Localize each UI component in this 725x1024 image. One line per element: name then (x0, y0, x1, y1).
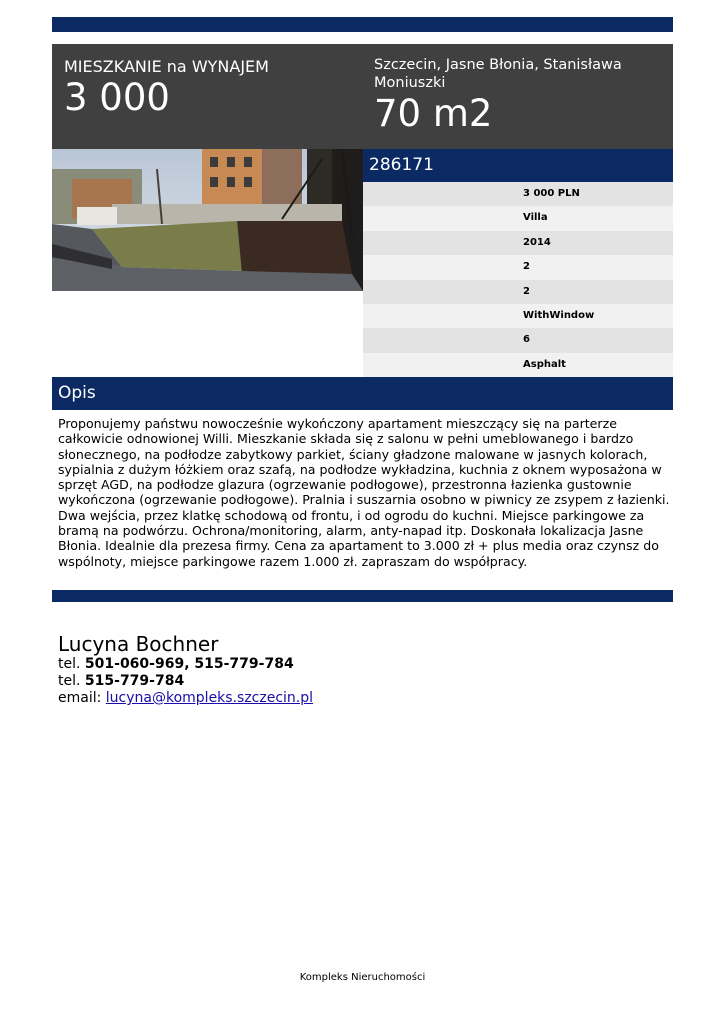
email-line (58, 690, 658, 707)
header-left (64, 57, 354, 119)
spec-row-road: Asphalt (363, 353, 673, 377)
description-heading: Opis (52, 377, 673, 410)
spec-row-kitchen: WithWindow (363, 304, 673, 328)
listing-location: Szczecin, Jasne Błonia, Stanisława Moniuszki (374, 57, 622, 91)
listing-price: 3 000 (64, 76, 170, 119)
top-accent-bar (52, 17, 673, 32)
spec-row-building-type: Villa (363, 206, 673, 230)
footer-company: Kompleks Nieruchomości (299, 972, 426, 983)
spec-row-price: 3 000 PLN (363, 182, 673, 206)
phone-numbers-1: 501-060-969, 515-779-784 (84, 656, 294, 672)
agent-name: Lucyna Bochner (58, 632, 219, 656)
listing-id: 286171 (363, 149, 673, 182)
description-text: Proponujemy państwu nowocześnie wykończony apartament mieszczący się na parterze całkowicie odnowionej Willi. Mieszkanie składa się z salonu w pełni umeblowanego i bardzo słonecznego, na podłodze zabytkowy parkiet, ściany gładzone malowane w jasnych kolorach, sypialnia z dużym łóżkiem oraz szafą, na podłodze wykładzina, kuchnia z oknem wyposażona w sprzęt AGD, na podłodze glazura (ogrzewanie podłogowe), przestronna łazienka gustownie wykończona (ogrzewanie podłogowe). Pralnia i suszarnia osobno w piwnicy ze zsypem z łazienki. Dwa wejścia, przez klatkę schodową od frontu, i od ogrodu do kuchni. Miejsce parkingowe za bramą na podwórzu. Ochrona/monitoring, alarm, anty-napad itp. Doskonała lokalizacja Jasne Błonia. Idealnie dla prezesa firmy. Cena za apartament to 3.000 zł + plus media oraz czynsz do wspólnoty, miejsce parkingowe razem 1.000 zł. zapraszam do współpracy. (58, 416, 670, 569)
header-right (374, 56, 664, 135)
listing-type: MIESZKANIE na WYNAJEM (64, 57, 269, 76)
listing-header (52, 44, 673, 149)
phone-label: tel. (58, 656, 81, 672)
email-link[interactable]: lucyna@kompleks.szczecin.pl (105, 690, 314, 706)
phone-line-2 (58, 673, 658, 690)
spec-row-value-5: 2 (363, 280, 673, 304)
spec-row-year: 2014 (363, 231, 673, 255)
contact-block (58, 632, 658, 707)
property-photo (52, 149, 363, 291)
email-label: email: (58, 690, 102, 706)
phone-line-1 (58, 656, 658, 673)
spec-table (363, 182, 673, 377)
listing-area: 70 m2 (374, 92, 493, 135)
section-divider-bar (52, 590, 673, 602)
phone-numbers-2: 515-779-784 (84, 673, 185, 689)
phone-label: tel. (58, 673, 81, 689)
spec-row-value-7: 6 (363, 328, 673, 352)
spec-row-value-4: 2 (363, 255, 673, 279)
